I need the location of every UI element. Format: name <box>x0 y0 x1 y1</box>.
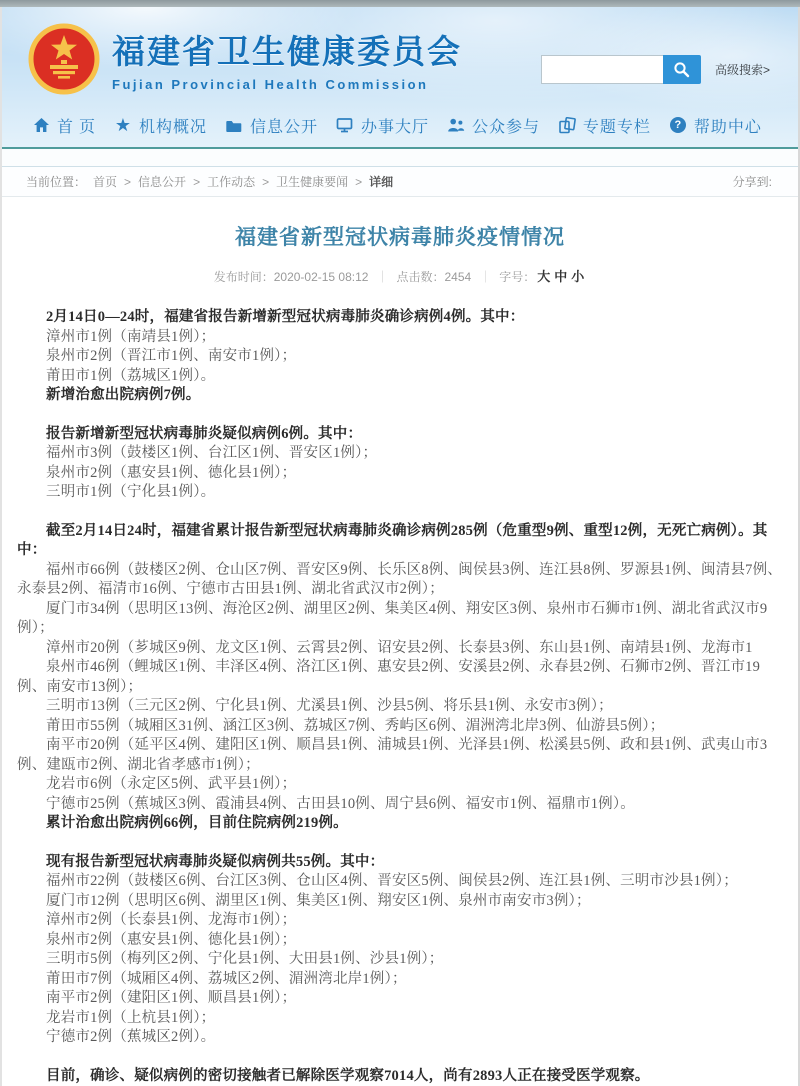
article-paragraph: 泉州市2例（惠安县1例、德化县1例）； <box>17 931 783 951</box>
breadcrumb-separator: > <box>262 175 269 189</box>
folder-icon <box>225 117 243 134</box>
search-button[interactable] <box>663 55 701 84</box>
article-meta: 发布时间：2020-02-15 08:12 ｜ 点击数：2454 ｜ 字号： 大 中 小 <box>17 266 783 285</box>
page-frame <box>0 7 800 1086</box>
article <box>2 197 798 1086</box>
breadcrumb-bar <box>2 166 798 197</box>
advanced-search-link[interactable]: 高级搜索> <box>715 61 770 78</box>
search-icon <box>673 61 690 78</box>
search-area <box>541 55 770 84</box>
article-paragraph: 目前，确诊、疑似病例的密切接触者已解除医学观察7014人，尚有2893人正在接受医学观察。 <box>17 1067 783 1086</box>
article-paragraph: 宁德市2例（蕉城区2例）。 <box>17 1028 783 1048</box>
nav-item-services[interactable]: 办事大厅 <box>336 114 429 137</box>
national-emblem-icon <box>28 23 100 95</box>
org-name-cn: 福建省卫生健康委员会 <box>112 26 462 73</box>
monitor-icon <box>336 117 354 134</box>
article-paragraph: 泉州市2例（惠安县1例、德化县1例）； <box>17 464 783 484</box>
topics-icon <box>558 117 576 134</box>
org-name-en: Fujian Provincial Health Commission <box>112 77 462 92</box>
star-icon: ★ <box>114 117 132 134</box>
article-paragraph: 现有报告新型冠状病毒肺炎疑似病例共55例。其中： <box>17 853 783 873</box>
article-paragraph: 厦门市34例（思明区13例、海沧区2例、湖里区2例、集美区4例、翔安区3例、泉州市石狮市1例、湖北省武汉市9例）； <box>17 600 783 639</box>
home-icon <box>32 117 50 134</box>
breadcrumb-info[interactable]: 信息公开 <box>138 173 186 190</box>
nav-item-topics[interactable]: 专题专栏 <box>558 114 651 137</box>
article-paragraph: 泉州市46例（鲤城区1例、丰泽区4例、洛江区1例、惠安县2例、安溪县2例、永春县2例、石狮市2例、晋江市19例、南安市13例）； <box>17 658 783 697</box>
article-paragraph: 新增治愈出院病例7例。 <box>17 386 783 406</box>
nav-item-home[interactable]: 首 页 <box>32 114 96 137</box>
site-logo[interactable] <box>28 23 462 95</box>
page-top-strip <box>0 0 800 7</box>
article-paragraph: 南平市20例（延平区4例、建阳区1例、顺昌县1例、浦城县1例、光泽县1例、松溪县5例、政和县1例、武夷山市3例、建瓯市2例、湖北省孝感市1例）； <box>17 736 783 775</box>
article-paragraph: 漳州市2例（长泰县1例、龙海市1例）； <box>17 911 783 931</box>
article-paragraph: 莆田市55例（城厢区31例、涵江区3例、荔城区7例、秀屿区6例、湄洲湾北岸3例、仙游县5例）； <box>17 717 783 737</box>
breadcrumb-separator: > <box>355 175 362 189</box>
article-paragraph: 三明市13例（三元区2例、宁化县1例、尤溪县1例、沙县5例、将乐县1例、永安市3例）； <box>17 697 783 717</box>
article-paragraph: 莆田市7例（城厢区4例、荔城区2例、湄洲湾北岸1例）； <box>17 970 783 990</box>
help-icon: ? <box>669 117 687 134</box>
nav-item-info[interactable]: 信息公开 <box>225 114 318 137</box>
share-label: 分享到: <box>733 173 772 190</box>
breadcrumb-current: 详细 <box>369 173 393 190</box>
article-paragraph: 宁德市25例（蕉城区3例、霞浦县4例、古田县10例、周宁县6例、福安市1例、福鼎市1例）。 <box>17 795 783 815</box>
header-gap <box>2 149 798 166</box>
article-paragraph: 漳州市1例（南靖县1例）； <box>17 328 783 348</box>
article-title: 福建省新型冠状病毒肺炎疫情情况 <box>17 221 783 251</box>
breadcrumb-separator: > <box>124 175 131 189</box>
article-paragraph: 南平市2例（建阳区1例、顺昌县1例）； <box>17 989 783 1009</box>
hits-label: 点击数： <box>396 270 444 284</box>
fontsize-large-button[interactable]: 大 <box>537 269 550 284</box>
publish-time-label: 发布时间： <box>214 270 274 284</box>
fontsize-small-button[interactable]: 小 <box>571 269 584 284</box>
people-icon <box>447 117 465 134</box>
breadcrumb-healthnews[interactable]: 卫生健康要闻 <box>276 173 348 190</box>
article-paragraph: 龙岩市6例（永定区5例、武平县1例）； <box>17 775 783 795</box>
article-paragraph: 福州市3例（鼓楼区1例、台江区1例、晋安区1例）； <box>17 444 783 464</box>
article-paragraph: 莆田市1例（荔城区1例）。 <box>17 367 783 387</box>
article-paragraph: 漳州市20例（芗城区9例、龙文区1例、云霄县2例、诏安县2例、长泰县3例、东山县1例、南靖县1例、龙海市1 <box>17 639 783 659</box>
article-body <box>17 308 783 1086</box>
article-paragraph: 龙岩市1例（上杭县1例）； <box>17 1009 783 1029</box>
article-paragraph: 福州市22例（鼓楼区6例、台江区3例、仓山区4例、晋安区5例、闽侯县2例、连江县1例、三明市沙县1例）； <box>17 872 783 892</box>
article-paragraph: 泉州市2例（晋江市1例、南安市1例）； <box>17 347 783 367</box>
nav-item-about[interactable]: ★ 机构概况 <box>114 114 207 137</box>
article-paragraph: 报告新增新型冠状病毒肺炎疑似病例6例。其中： <box>17 425 783 445</box>
article-paragraph: 截至2月14日24时，福建省累计报告新型冠状病毒肺炎确诊病例285例（危重型9例、重型12例，无死亡病例）。其中： <box>17 522 783 561</box>
fontsize-label: 字号： <box>499 270 535 284</box>
nav-item-help[interactable]: ? 帮助中心 <box>669 114 762 137</box>
breadcrumb-home[interactable]: 首页 <box>93 173 117 190</box>
hits-count: 2454 <box>445 270 472 284</box>
breadcrumb-worknews[interactable]: 工作动态 <box>207 173 255 190</box>
article-paragraph: 厦门市12例（思明区6例、湖里区1例、集美区1例、翔安区1例、泉州市南安市3例）； <box>17 892 783 912</box>
article-paragraph: 三明市5例（梅列区2例、宁化县1例、大田县1例、沙县1例）； <box>17 950 783 970</box>
article-paragraph: 三明市1例（宁化县1例）。 <box>17 483 783 503</box>
search-input[interactable] <box>541 55 663 84</box>
breadcrumb <box>26 173 393 190</box>
nav-item-participation[interactable]: 公众参与 <box>447 114 540 137</box>
site-header <box>2 7 798 149</box>
fontsize-medium-button[interactable]: 中 <box>554 269 567 284</box>
main-nav <box>2 103 798 147</box>
article-paragraph: 福州市66例（鼓楼区2例、仓山区7例、晋安区9例、长乐区8例、闽侯县3例、连江县8例、罗源县1例、闽清县7例、永泰县2例、福清市16例、宁德市古田县1例、湖北省武汉市2例）； <box>17 561 783 600</box>
publish-time: 2020-02-15 08:12 <box>274 270 369 284</box>
breadcrumb-location-label: 当前位置： <box>26 173 86 190</box>
breadcrumb-separator: > <box>193 175 200 189</box>
article-paragraph: 累计治愈出院病例66例，目前住院病例219例。 <box>17 814 783 834</box>
article-paragraph: 2月14日0—24时，福建省报告新增新型冠状病毒肺炎确诊病例4例。其中： <box>17 308 783 328</box>
